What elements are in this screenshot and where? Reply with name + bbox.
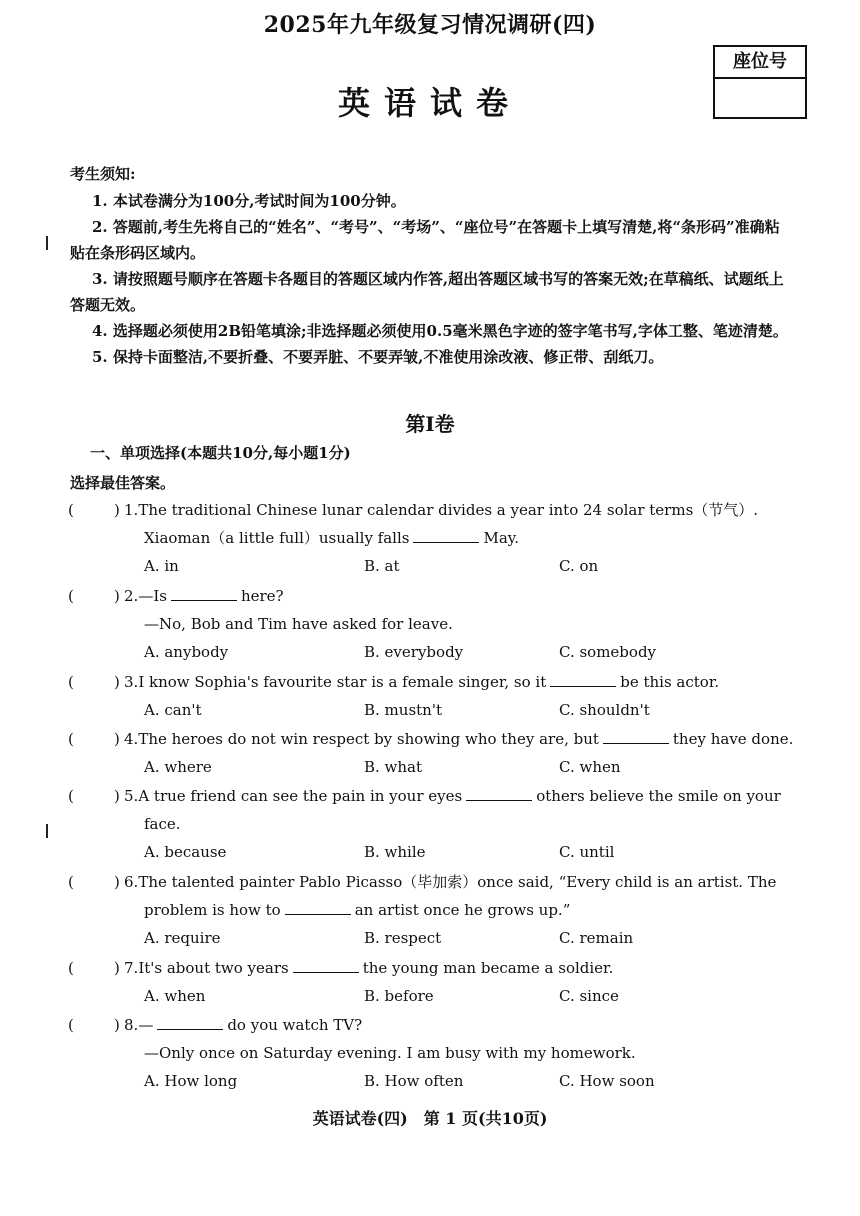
- option-b: B. at: [364, 557, 400, 575]
- question-stem-cont: problem is how to an artist once he grows up.”: [144, 901, 571, 919]
- option-c: C. remain: [559, 929, 634, 947]
- question-stem: 4.The heroes do not win respect by showing who they are, but they have done.: [124, 730, 794, 748]
- option-a: A. because: [144, 843, 227, 861]
- question-stem: 1.The traditional Chinese lunar calendar divides a year into 24 solar terms（节气）.: [124, 501, 759, 519]
- notice-item: 5. 保持卡面整洁,不要折叠、不要弄脏、不要弄皱,不准使用涂改液、修正带、刮纸刀。: [92, 348, 664, 366]
- candidate-notice: [70, 160, 790, 370]
- page-footer: 英语试卷(四) 第 1 页(共10页): [312, 1109, 548, 1128]
- notice-item: 2. 答题前,考生先将自己的“姓名”、“考号”、“考场”、“座位号”在答题卡上填写清楚,将“条形码”准确粘贴在条形码区域内。: [70, 218, 780, 262]
- answer-blank: [550, 672, 616, 687]
- option-c: C. How soon: [559, 1072, 655, 1090]
- question-6: ( ) 6.The talented painter Pablo Picasso（毕加索）once said, “Every child is an artist. The problem is how to an artist once he grows up.” A. require B. respect C. remain: [64, 868, 804, 952]
- answer-blank: [466, 786, 532, 801]
- seat-number-label: 座位号: [715, 47, 805, 79]
- question-2: ( ) 2.—Is here? —No, Bob and Tim have asked for leave. A. anybody B. everybody C. somebody: [64, 582, 804, 666]
- question-stem-cont: —Only once on Saturday evening. I am busy with my homework.: [144, 1044, 636, 1062]
- question-stem: 2.—Is here?: [124, 587, 284, 605]
- question-stem-cont: Xiaoman（a little full）usually falls May.: [144, 529, 520, 547]
- scan-mark: [46, 824, 48, 838]
- question-stem: 6.The talented painter Pablo Picasso（毕加索）once said, “Every child is an artist. The: [124, 873, 777, 891]
- subject-title: 英语试卷: [337, 84, 522, 122]
- notice-item: 1. 本试卷满分为100分,考试时间为100分钟。: [92, 192, 406, 210]
- option-a: A. require: [144, 929, 221, 947]
- question-3: ( ) 3.I know Sophia's favourite star is a female singer, so it be this actor. A. can't B. mustn't C. shouldn't: [64, 668, 804, 724]
- answer-blank: [285, 900, 351, 915]
- instruction: 选择最佳答案。: [70, 474, 176, 492]
- question-stem-cont: —No, Bob and Tim have asked for leave.: [144, 615, 453, 633]
- answer-blank: [171, 586, 237, 601]
- option-a: A. in: [144, 557, 179, 575]
- exam-title: 2025年九年级复习情况调研(四): [263, 12, 597, 38]
- scan-mark: [46, 236, 48, 250]
- question-7: ( ) 7.It's about two years the young man became a soldier. A. when B. before C. since: [64, 954, 804, 1010]
- option-b: B. mustn't: [364, 701, 442, 719]
- option-c: C. shouldn't: [559, 701, 650, 719]
- option-c: C. until: [559, 843, 615, 861]
- option-b: B. everybody: [364, 643, 464, 661]
- option-b: B. while: [364, 843, 426, 861]
- notice-item: 3. 请按照题号顺序在答题卡各题目的答题区域内作答,超出答题区域书写的答案无效;在草稿纸、试题纸上答题无效。: [70, 270, 784, 314]
- option-b: B. what: [364, 758, 423, 776]
- answer-blank: [293, 958, 359, 973]
- option-b: B. How often: [364, 1072, 464, 1090]
- answer-blank: [413, 528, 479, 543]
- option-b: B. before: [364, 987, 434, 1005]
- option-b: B. respect: [364, 929, 442, 947]
- question-stem: 3.I know Sophia's favourite star is a female singer, so it be this actor.: [124, 673, 720, 691]
- option-c: C. when: [559, 758, 621, 776]
- option-c: C. since: [559, 987, 619, 1005]
- option-a: A. anybody: [144, 643, 229, 661]
- option-a: A. when: [144, 987, 206, 1005]
- answer-blank: [603, 729, 669, 744]
- option-a: A. How long: [144, 1072, 238, 1090]
- seat-number-box: [713, 45, 807, 119]
- notice-item: 4. 选择题必须使用2B铅笔填涂;非选择题必须使用0.5毫米黑色字迹的签字笔书写,字体工整、笔迹清楚。: [92, 322, 788, 340]
- answer-blank: [157, 1015, 223, 1030]
- question-1: ( ) 1.The traditional Chinese lunar calendar divides a year into 24 solar terms（节气）. Xiaoman（a little full）usually falls May. A. in B. at C. on: [64, 496, 804, 580]
- question-stem: 8.— do you watch TV?: [124, 1016, 363, 1034]
- question-8: ( ) 8.— do you watch TV? —Only once on Saturday evening. I am busy with my homework. A. How long B. How often C. How soon: [64, 1011, 804, 1095]
- question-stem-cont: face.: [144, 815, 181, 833]
- part-title: 一、单项选择(本题共10分,每小题1分): [90, 444, 351, 462]
- section-title: 第I卷: [405, 412, 455, 436]
- question-stem: 7.It's about two years the young man became a soldier.: [124, 959, 614, 977]
- question-4: ( ) 4.The heroes do not win respect by showing who they are, but they have done. A. where B. what C. when: [64, 725, 804, 781]
- option-c: C. on: [559, 557, 599, 575]
- notice-heading: 考生须知:: [70, 165, 136, 183]
- option-a: A. can't: [144, 701, 202, 719]
- question-stem: 5.A true friend can see the pain in your eyes others believe the smile on your: [124, 787, 781, 805]
- question-5: ( ) 5.A true friend can see the pain in your eyes others believe the smile on your face. A. because B. while C. until: [64, 782, 804, 866]
- option-a: A. where: [144, 758, 212, 776]
- option-c: C. somebody: [559, 643, 657, 661]
